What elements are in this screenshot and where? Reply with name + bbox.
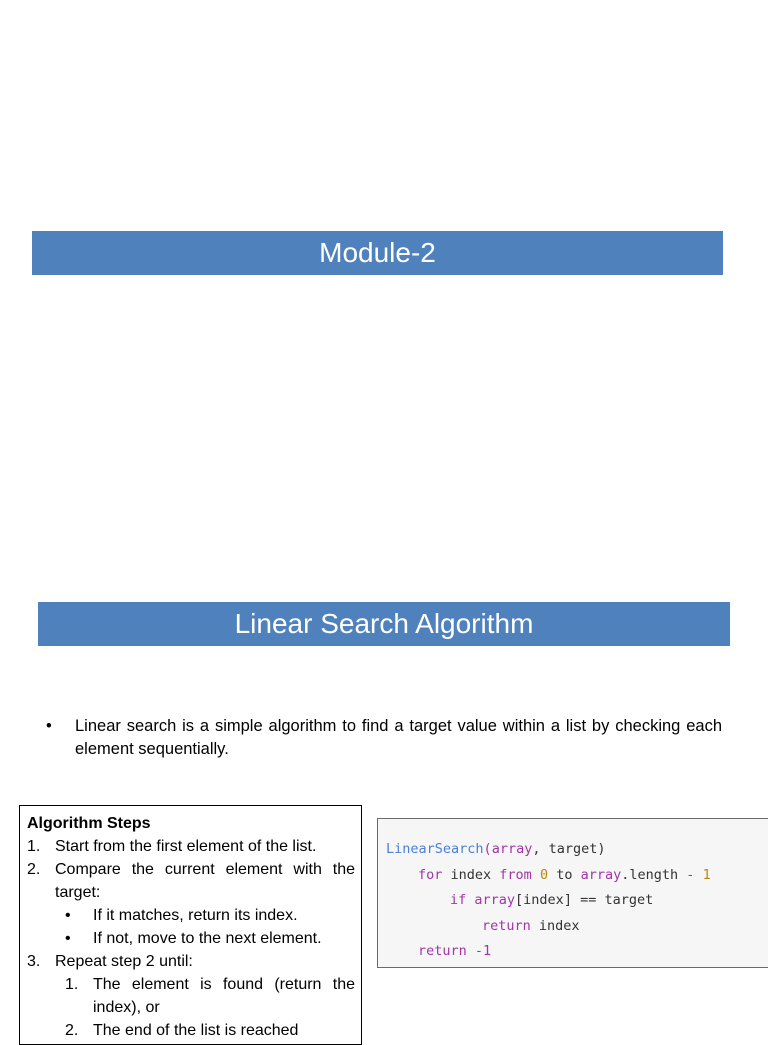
slide-title-banner bbox=[38, 602, 730, 646]
step-number: 2. bbox=[27, 861, 41, 878]
bullet-icon: • bbox=[65, 930, 71, 947]
code-line-5 bbox=[378, 942, 768, 968]
code-text: [index] == target bbox=[515, 892, 654, 908]
code-signature-rest: , target) bbox=[532, 841, 606, 857]
code-operator: - bbox=[686, 866, 695, 883]
sub-step-number: 2. bbox=[65, 1022, 79, 1039]
code-paren: ( bbox=[483, 841, 492, 857]
code-number: -1 bbox=[474, 943, 492, 959]
sub-step-text: If it matches, return its index. bbox=[93, 907, 298, 924]
step-1 bbox=[27, 835, 355, 858]
code-number: 1 bbox=[702, 866, 711, 883]
sub-step-number: 1. bbox=[65, 976, 79, 993]
step-text: Repeat step 2 until: bbox=[55, 953, 193, 970]
code-function-name: LinearSearch bbox=[386, 841, 484, 857]
steps-title: Algorithm Steps bbox=[27, 815, 151, 832]
sub-step-text: The element is found (return the index), or bbox=[93, 976, 355, 1016]
sub-step-text: If not, move to the next element. bbox=[93, 930, 322, 947]
step-3 bbox=[27, 950, 355, 973]
pseudocode-block bbox=[377, 818, 768, 968]
sub-step-text: The end of the list is reached bbox=[93, 1022, 299, 1039]
code-variable: array bbox=[474, 892, 516, 908]
step-3-sub-2 bbox=[27, 1019, 355, 1042]
code-number: 0 bbox=[539, 866, 549, 883]
slide-title: Linear Search Algorithm bbox=[234, 608, 534, 639]
code-variable: array bbox=[580, 866, 622, 883]
code-line-1 bbox=[378, 840, 768, 866]
step-3-sub-1 bbox=[27, 973, 355, 1019]
code-keyword: if bbox=[450, 892, 467, 908]
code-text: index bbox=[442, 866, 500, 883]
step-number: 3. bbox=[27, 953, 41, 970]
code-param: array bbox=[491, 841, 533, 857]
step-2-sub-2 bbox=[27, 927, 355, 950]
intro-text: Linear search is a simple algorithm to find a target value within a list by checking each element sequentially. bbox=[75, 717, 722, 758]
code-keyword: return bbox=[482, 917, 531, 934]
step-text: Compare the current element with the target: bbox=[55, 861, 355, 901]
code-keyword: for bbox=[418, 866, 443, 883]
bullet-icon: • bbox=[46, 717, 52, 735]
module-title: Module-2 bbox=[319, 237, 436, 268]
module-title-banner bbox=[32, 231, 723, 275]
code-text: .length bbox=[621, 866, 687, 883]
algorithm-steps-box bbox=[19, 805, 362, 1045]
intro-bullet-item bbox=[46, 715, 722, 761]
code-line-2 bbox=[378, 866, 768, 892]
code-line-4 bbox=[378, 917, 768, 943]
step-2 bbox=[27, 858, 355, 904]
code-text: index bbox=[530, 917, 580, 934]
code-line-3 bbox=[378, 891, 768, 917]
step-number: 1. bbox=[27, 838, 41, 855]
code-text: to bbox=[548, 866, 581, 883]
step-2-sub-1 bbox=[27, 904, 355, 927]
code-keyword: return bbox=[418, 943, 467, 959]
code-keyword: from bbox=[499, 866, 532, 883]
step-text: Start from the first element of the list. bbox=[55, 838, 317, 855]
bullet-icon: • bbox=[65, 907, 71, 924]
